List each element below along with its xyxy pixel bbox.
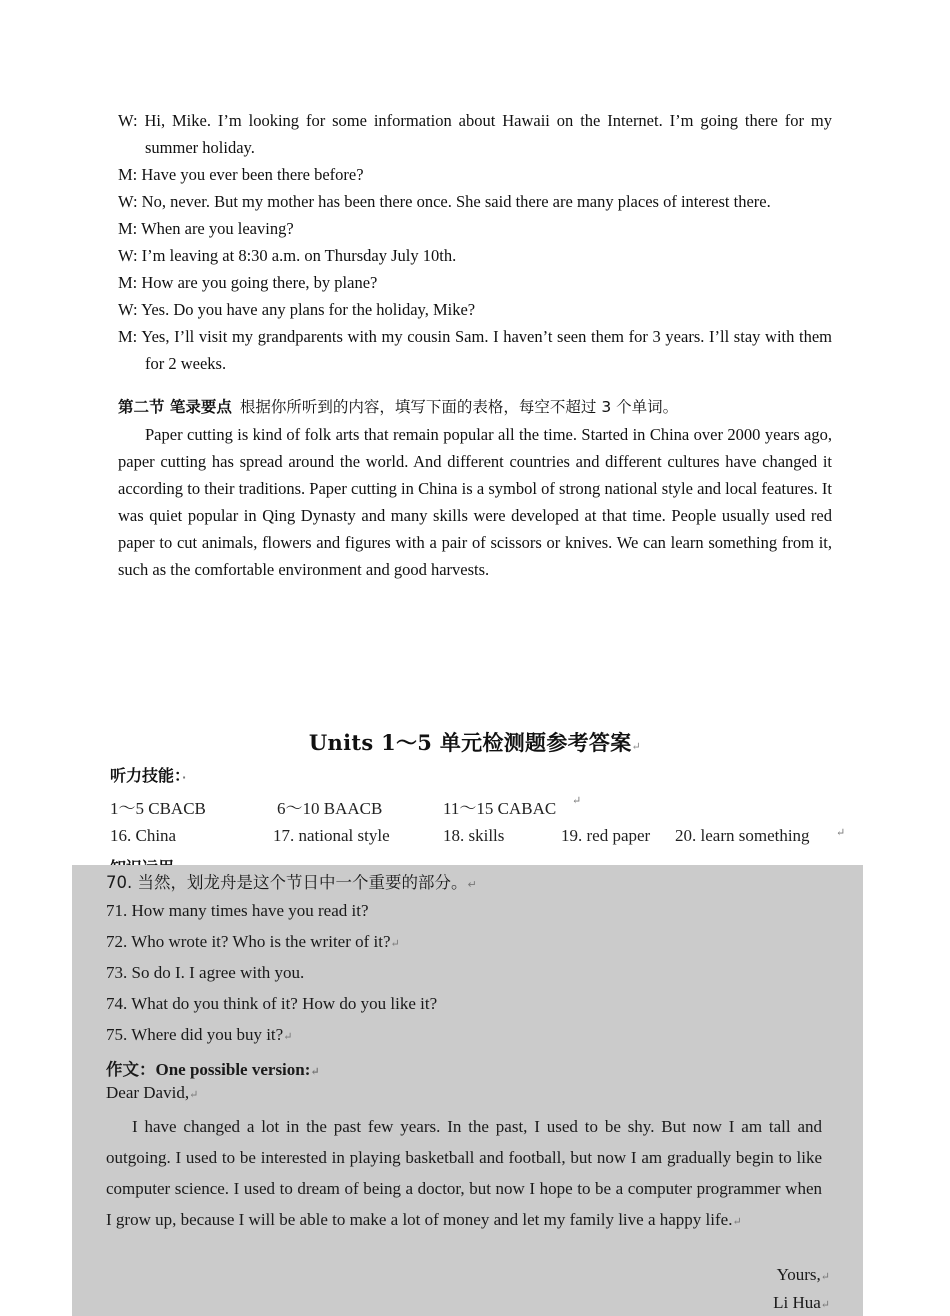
dialogue-line: M: Yes, I’ll visit my grandparents with my cousin Sam. I haven’t seen them for 3 years. I’ll stay with them for 2 weeks. <box>118 327 833 373</box>
dialogue-line: M: How are you going there, by plane? <box>118 273 378 292</box>
letter-body: I have changed a lot in the past few years. In the past, I used to be shy. But now I am tall and outgoing. I used to be interested in playing basketball and football, but now I am gradually begin to like computer science. I used to dream of being a doctor, but now I hope to be a computer programmer when I grow up, because I will be able to make a lot of money and let my family live a happy life.↵ <box>106 1117 822 1229</box>
fill-answer: 19. red paper <box>561 826 651 845</box>
dialogue-line: M: When are you leaving? <box>118 219 294 238</box>
mc-answer: 1～5 CBACB <box>110 799 206 818</box>
dialogue-line: M: Have you ever been there before? <box>118 165 364 184</box>
answer-item: 74. What do you think of it? How do you like it? <box>106 994 438 1013</box>
dialogue-line: W: Yes. Do you have any plans for the holiday, Mike? <box>118 300 476 319</box>
paper-cutting-paragraph: Paper cutting is kind of folk arts that remain popular all the time. Started in China over 2000 years ago, paper cutting has spread around the world. And different countries and different cultures have changed it according to their traditions. Paper cutting in China is a symbol of strong national style and local features. It was quiet popular in Qing Dynasty and many skills were developed at that time. People usually used red paper to cut animals, flowers and figures with a pair of scissors or knives. We can learn something from it, such as the comfortable environment and good harvests. <box>118 425 832 579</box>
scanned-answer-block <box>72 865 863 1316</box>
fill-answer: 17. national style <box>273 826 390 845</box>
letter-greeting: Dear David,↵ <box>106 1083 199 1102</box>
answer-item: 75. Where did you buy it?↵ <box>106 1025 293 1044</box>
dialogue-line: W: No, never. But my mother has been there once. She said there are many places of interest there. <box>118 192 771 211</box>
listening-transcript <box>118 107 832 583</box>
letter-signature: Li Hua↵ <box>773 1293 830 1312</box>
fill-answer: 18. skills <box>443 826 505 845</box>
letter-closing: Yours,↵ <box>776 1265 830 1284</box>
fill-answer: 16. China <box>110 826 177 845</box>
answer-item: 71. How many times have you read it? <box>106 901 369 920</box>
answer-item: 70. 当然，划龙舟是这个节日中一个重要的部分。↵ <box>106 873 477 892</box>
answers-title: Units 1～5 单元检测题参考答案↵ <box>308 730 642 755</box>
mc-answer: 11～15 CABAC <box>443 799 557 818</box>
section-2-heading: 第二节 笔录要点 根据你所听到的内容，填写下面的表格，每空不超过 3 个单词。 <box>118 398 679 416</box>
answer-item: 73. So do I. I agree with you. <box>106 963 305 982</box>
fill-answer: 20. learn something <box>675 826 810 845</box>
dialogue-line: W: I’m leaving at 8:30 a.m. on Thursday July 10th. <box>118 246 457 265</box>
mc-answer: 6～10 BAACB <box>277 799 383 818</box>
answer-item: 72. Who wrote it? Who is the writer of it?↵ <box>106 932 400 951</box>
dialogue-line: W: Hi, Mike. I’m looking for some information about Hawaii on the Internet. I’m going there for my summer holiday. <box>118 111 833 157</box>
listening-label: 听力技能：· <box>110 766 187 785</box>
essay-label: 作文：One possible version:↵ <box>106 1060 320 1079</box>
